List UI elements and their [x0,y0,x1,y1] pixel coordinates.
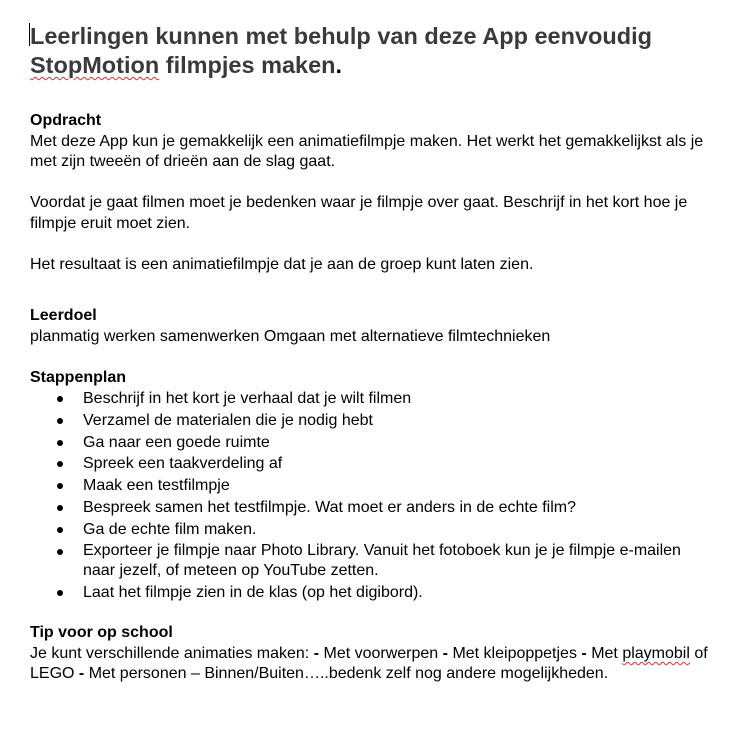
leerdoel-heading: Leerdoel [30,307,97,324]
tip-option-clay: Met kleipoppetjes [452,644,582,662]
tip-dash: - [313,644,324,662]
document-title [30,22,710,80]
tip-dash: - [581,644,592,662]
stappenplan-list [30,388,710,603]
tip-option-lego: of LEGO [30,644,708,683]
tip-heading: Tip voor op school [30,624,173,642]
stappenplan-section [30,368,710,604]
tip-dash: - [78,665,89,683]
tip-section [30,623,710,685]
stappenplan-heading: Stappenplan [30,368,127,386]
opdracht-heading: Opdracht [30,112,102,129]
document-page[interactable] [30,22,710,685]
title-period: . [335,52,343,78]
list-item: Bespreek samen het testfilmpje. Wat moet er anders in de echte film? [30,497,710,519]
opdracht-paragraph-3: Het resultaat is een animatiefilmpje dat je aan de groep kunt laten zien. [30,255,534,273]
tip-option-with: Met [591,644,623,662]
list-item: Ga de echte film maken. [30,519,710,541]
tip-option-objects: Met voorwerpen [323,644,443,662]
list-item: Spreek een taakverdeling af [30,453,710,475]
list-item: Laat het filmpje zien in de klas (op het digibord). [30,582,710,604]
opdracht-section [30,111,710,275]
title-line-2: filmpjes maken [159,52,336,78]
tip-dash: - [442,644,453,662]
list-item: Exporteer je filmpje naar Photo Library. Vanuit het fotoboek kun je je filmpje e-mailen naar jezelf, of meteen op YouTube zetten. [30,541,710,582]
tip-text-intro: Je kunt verschillende animaties maken: [30,644,314,662]
list-item: Ga naar een goede ruimte [30,432,710,454]
opdracht-paragraph-1: Met deze App kun je gemakkelijk een animatiefilmpje maken. Het werkt het gemakkelijkst als je met zijn tweeën of drieën aan de slag gaat. [30,132,704,170]
opdracht-paragraph-2: Voordat je gaat filmen moet je bedenken waar je filmpje over gaat. Beschrijf in het kort hoe je filmpje eruit moet zien. [30,194,688,232]
list-item: Beschrijf in het kort je verhaal dat je wilt filmen [30,388,710,410]
list-item: Verzamel de materialen die je nodig hebt [30,410,710,432]
leerdoel-section [30,306,710,347]
tip-text [30,644,710,685]
title-spellcheck-word: StopMotion [30,52,160,78]
title-line-1: Leerlingen kunnen met behulp van deze App eenvoudig [30,23,652,49]
tip-spellcheck-word: playmobil [622,644,690,662]
leerdoel-text: planmatig werken samenwerken Omgaan met alternatieve filmtechnieken [30,327,551,345]
list-item: Maak een testfilmpje [30,475,710,497]
tip-option-people: Met personen – Binnen/Buiten…..bedenk zelf nog andere mogelijkheden. [88,665,609,683]
